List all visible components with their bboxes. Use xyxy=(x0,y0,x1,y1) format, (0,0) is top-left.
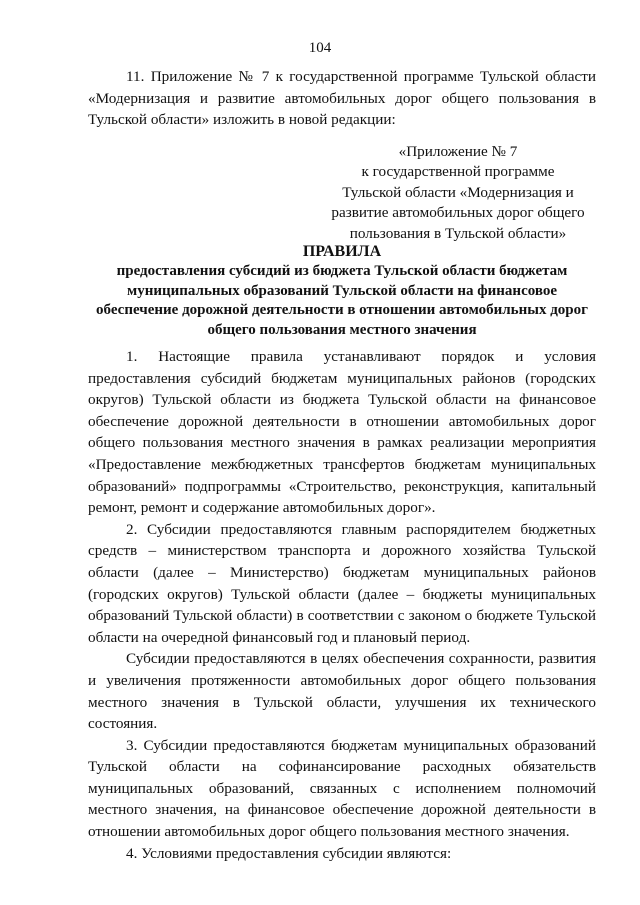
page-number: 104 xyxy=(308,40,332,56)
document-title xyxy=(88,241,596,340)
intro-paragraph xyxy=(88,66,596,131)
paragraph: 3. Субсидии предоставляются бюджетам муниципальных образований Тульской области на софинансирование расходных обязательств муниципальных образований, связанных с исполнением полномочий местного значения, на финансовое обеспечение дорожной деятельности в отношении автомобильных дорог общего пользования местного значения. xyxy=(88,736,596,841)
intro-text: 11. Приложение № 7 к государственной программе Тульской области «Модернизация и развитие автомобильных дорог общего пользования в Тульской области» изложить в новой редакции: xyxy=(88,68,596,129)
appendix-line: «Приложение № 7 xyxy=(398,143,518,160)
appendix-line: пользования в Тульской области» xyxy=(349,224,567,242)
title-subtitle: предоставления субсидий из бюджета Тульской области бюджетам муниципальных образований Тульской области на финансовое обеспечение дорожной деятельности в отношении автомобильных дорог общего пользования местного значения xyxy=(96,263,588,338)
title-heading: ПРАВИЛА xyxy=(302,243,382,260)
appendix-line: к государственной программе xyxy=(361,163,555,181)
appendix-line: развитие автомобильных дорог общего xyxy=(331,204,585,222)
paragraph: 2. Субсидии предоставляются главным распорядителем бюджетных средств – министерством транспорта и дорожного хозяйства Тульской области (далее – Министерство) бюджетам муниципальных районов (городских округов) Тульской области (далее – бюджеты муниципальных образований Тульской области) в соответствии с законом о бюджете Тульской области на очередной финансовый год и плановый период. xyxy=(88,520,596,646)
paragraph: 4. Условиями предоставления субсидии являются: xyxy=(126,844,452,862)
appendix-reference xyxy=(320,142,596,244)
document-body xyxy=(88,346,596,864)
appendix-line: Тульской области «Модернизация и xyxy=(342,183,574,201)
paragraph: Субсидии предоставляются в целях обеспечения сохранности, развития и увеличения протяженности автомобильных дорог общего пользования местного значения в Тульской области, улучшения их технического состояния. xyxy=(88,650,596,733)
paragraph: 1. Настоящие правила устанавливают порядок и условия предоставления субсидий бюджетам муниципальных районов (городских округов) Тульской области из бюджета Тульской области на финансовое обеспечение дорожной деятельности в отношении автомобильных дорог общего пользования местного значения в рамках реализации мероприятия «Предоставление межбюджетных трансфертов бюджетам муниципальных образований» подпрограммы «Строительство, реконструкция, капитальный ремонт, ремонт и содержание автомобильных дорог». xyxy=(88,348,596,517)
